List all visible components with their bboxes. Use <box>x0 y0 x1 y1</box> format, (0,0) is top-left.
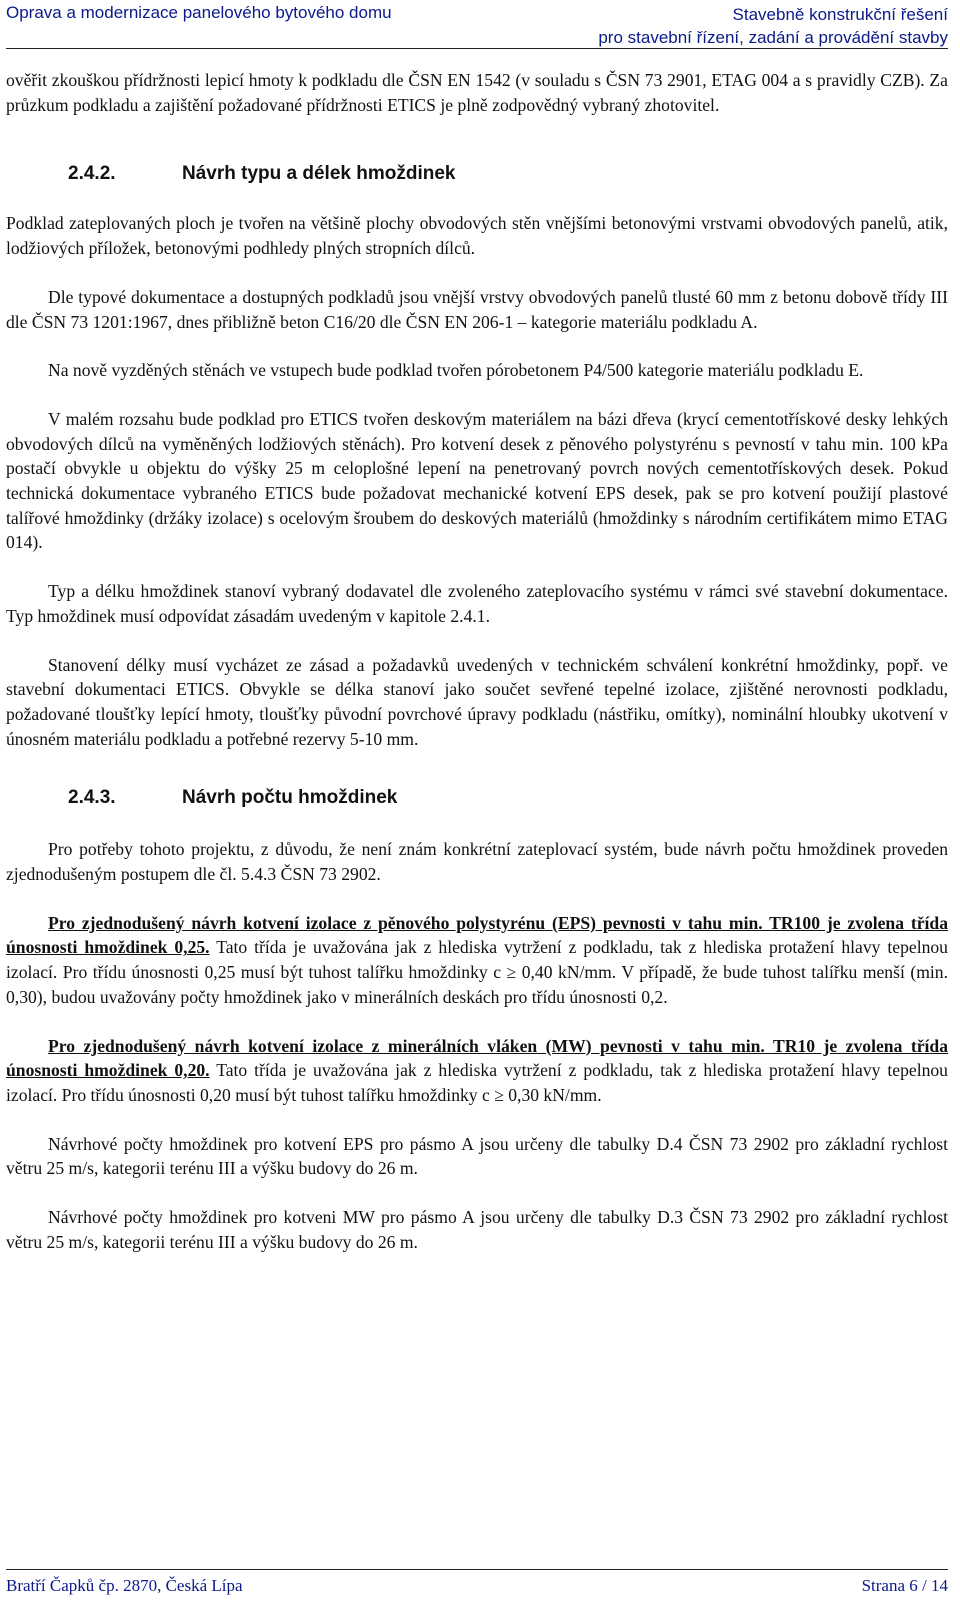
header-section-title: Stavebně konstrukční řešení <box>732 5 948 24</box>
section-number: 2.4.2. <box>68 163 116 185</box>
section-title: Návrh počtu hmoždinek <box>182 787 398 809</box>
header-section-subtitle: pro stavební řízení, zadání a provádění stavby <box>598 28 948 47</box>
paragraph-anchor-length: Stanovení délky musí vycházet ze zásad a požadavků uvedených v technickém schválení konkrétní hmoždinky, popř. ve stavební dokumentaci ETICS. Obvykle se délka stanoví jako součet sevřené tepelné izolace, zjištěné nerovnosti podkladu, požadované tloušťky lepící hmoty, tloušťky původní povrchové úpravy podkladu (nástřiku, omítky), nominální hloubky ukotvení v únosném materiálu podkladu a potřebné rezervy 5-10 mm. <box>6 654 948 749</box>
page-header <box>6 0 948 49</box>
eps-detail: Tato třída je uvažována jak z hlediska vytržení z podkladu, tak z hlediska protažení hlavy tepelnou izolací. Pro třídu únosnosti 0,25 musí být tuhost talířku hmoždinky c ≥ 0,40 kN/mm. V případě, že bude tuhost talířku menší (min. 0,30), budou uvažovány počty hmoždinek jako v minerálních deskách pro třídu únosnosti 0,2. <box>6 937 948 1007</box>
mw-requirement: Pro zjednodušený návrh kotvení izolace z minerálních vláken (MW) pevnosti v tahu min. TR10 je zvolena třída únosnosti hmoždinek 0,20. <box>6 1035 948 1081</box>
section-heading-2-4-3 <box>6 787 948 813</box>
header-section-info <box>598 3 948 49</box>
paragraph-new-walls: Na nově vyzděných stěnách ve vstupech bude podklad tvořen pórobetonem P4/500 kategorie materiálu podkladu E. <box>48 360 864 381</box>
paragraph-anchor-type: Typ a délku hmoždinek stanoví vybraný dodavatel dle zvoleného zateplovacího systému v rámci své stavební dokumentace. Typ hmoždinek musí odpovídat zásadám uvedeným v kapitole 2.4.1. <box>6 581 948 626</box>
paragraph-eps-counts: Návrhové počty hmoždinek pro kotvení EPS pro pásmo A jsou určeny dle tabulky D.4 ČSN 73 2902 pro základní rychlost větru 25 m/s, kategorii terénu III a výšku budovy do 26 m. <box>6 1133 948 1179</box>
paragraph-simplified-method: Pro potřeby tohoto projektu, z důvodu, že není znám konkrétní zateplovací systém, bude návrh počtu hmoždinek proveden zjednodušeným postupem dle čl. 5.4.3 ČSN 73 2902. <box>6 839 948 885</box>
footer-page-number: Strana 6 / 14 <box>861 1576 948 1595</box>
mw-detail: Tato třída je uvažována jak z hlediska vytržení z podkladu, tak z hlediska protažení hlavy tepelnou izolací. Pro třídu únosnosti 0,20 musí být tuhost talířku hmoždinky c ≥ 0,30 kN/mm. <box>6 1060 948 1105</box>
page-content <box>6 68 948 1255</box>
paragraph-eps-anchoring <box>6 911 948 1010</box>
section-title: Návrh typu a délek hmoždinek <box>182 163 456 185</box>
paragraph-wood-substrate: V malém rozsahu bude podklad pro ETICS tvořen deskovým materiálem na bázi dřeva (krycí cementotřískové desky lehkých obvodových dílců na vyměněných lodžiových stěnách). Pro kotvení desek z pěnového polystyrénu s pevností v tahu min. 100 kPa postačí obvykle u objektu do výšky 25 m celoplošné lepení na penetrovaný povrch nových cementotřískových desek. Pokud technická dokumentace vybraného ETICS bude požadovat mechanické kotvení EPS desek, pak se pro kotvení použijí plastové talířové hmoždinky (držáky izolace) s ocelovým šroubem do deskových materiálů (hmoždinky s národním certifikátem mimo ETAG 014). <box>6 408 948 553</box>
paragraph-panel-type: Dle typové dokumentace a dostupných podkladů jsou vnější vrstvy obvodových panelů tlusté 60 mm z betonu dobově třídy III dle ČSN 73 1201:1967, dnes přibližně beton C16/20 dle ČSN EN 206-1 – kategorie materiálu podkladu A. <box>6 286 948 332</box>
page-footer <box>6 1569 948 1596</box>
eps-requirement: Pro zjednodušený návrh kotvení izolace z pěnového polystyrénu (EPS) pevnosti v tahu min. TR100 je zvolena třída únosnosti hmoždinek 0,25. <box>6 912 948 958</box>
paragraph-mw-counts: Návrhové počty hmoždinek pro kotveni MW pro pásmo A jsou určeny dle tabulky D.3 ČSN 73 2902 pro základní rychlost větru 25 m/s, kategorii terénu III a výšku budovy do 26 m. <box>6 1207 948 1252</box>
paragraph-mw-anchoring <box>6 1034 948 1108</box>
footer-address: Bratří Čapků čp. 2870, Česká Lípa <box>6 1576 243 1595</box>
section-number: 2.4.3. <box>68 787 116 809</box>
paragraph-substrate: Podklad zateplovaných ploch je tvořen na většině plochy obvodových stěn vnějšími betonovými vrstvami obvodových panelů, atik, lodžiových příložek, betonovými podhledy plných stropních dílců. <box>6 213 948 259</box>
header-project-title: Oprava a modernizace panelového bytového domu <box>6 3 392 22</box>
section-heading-2-4-2 <box>6 163 948 189</box>
intro-paragraph: ověřit zkouškou přídržnosti lepicí hmoty k podkladu dle ČSN EN 1542 (v souladu s ČSN 73 2901, ETAG 004 a s pravidly CZB). Za průzkum podkladu a zajištění požadované přídržnosti ETICS je plně zodpovědný vybraný zhotovitel. <box>6 70 948 115</box>
